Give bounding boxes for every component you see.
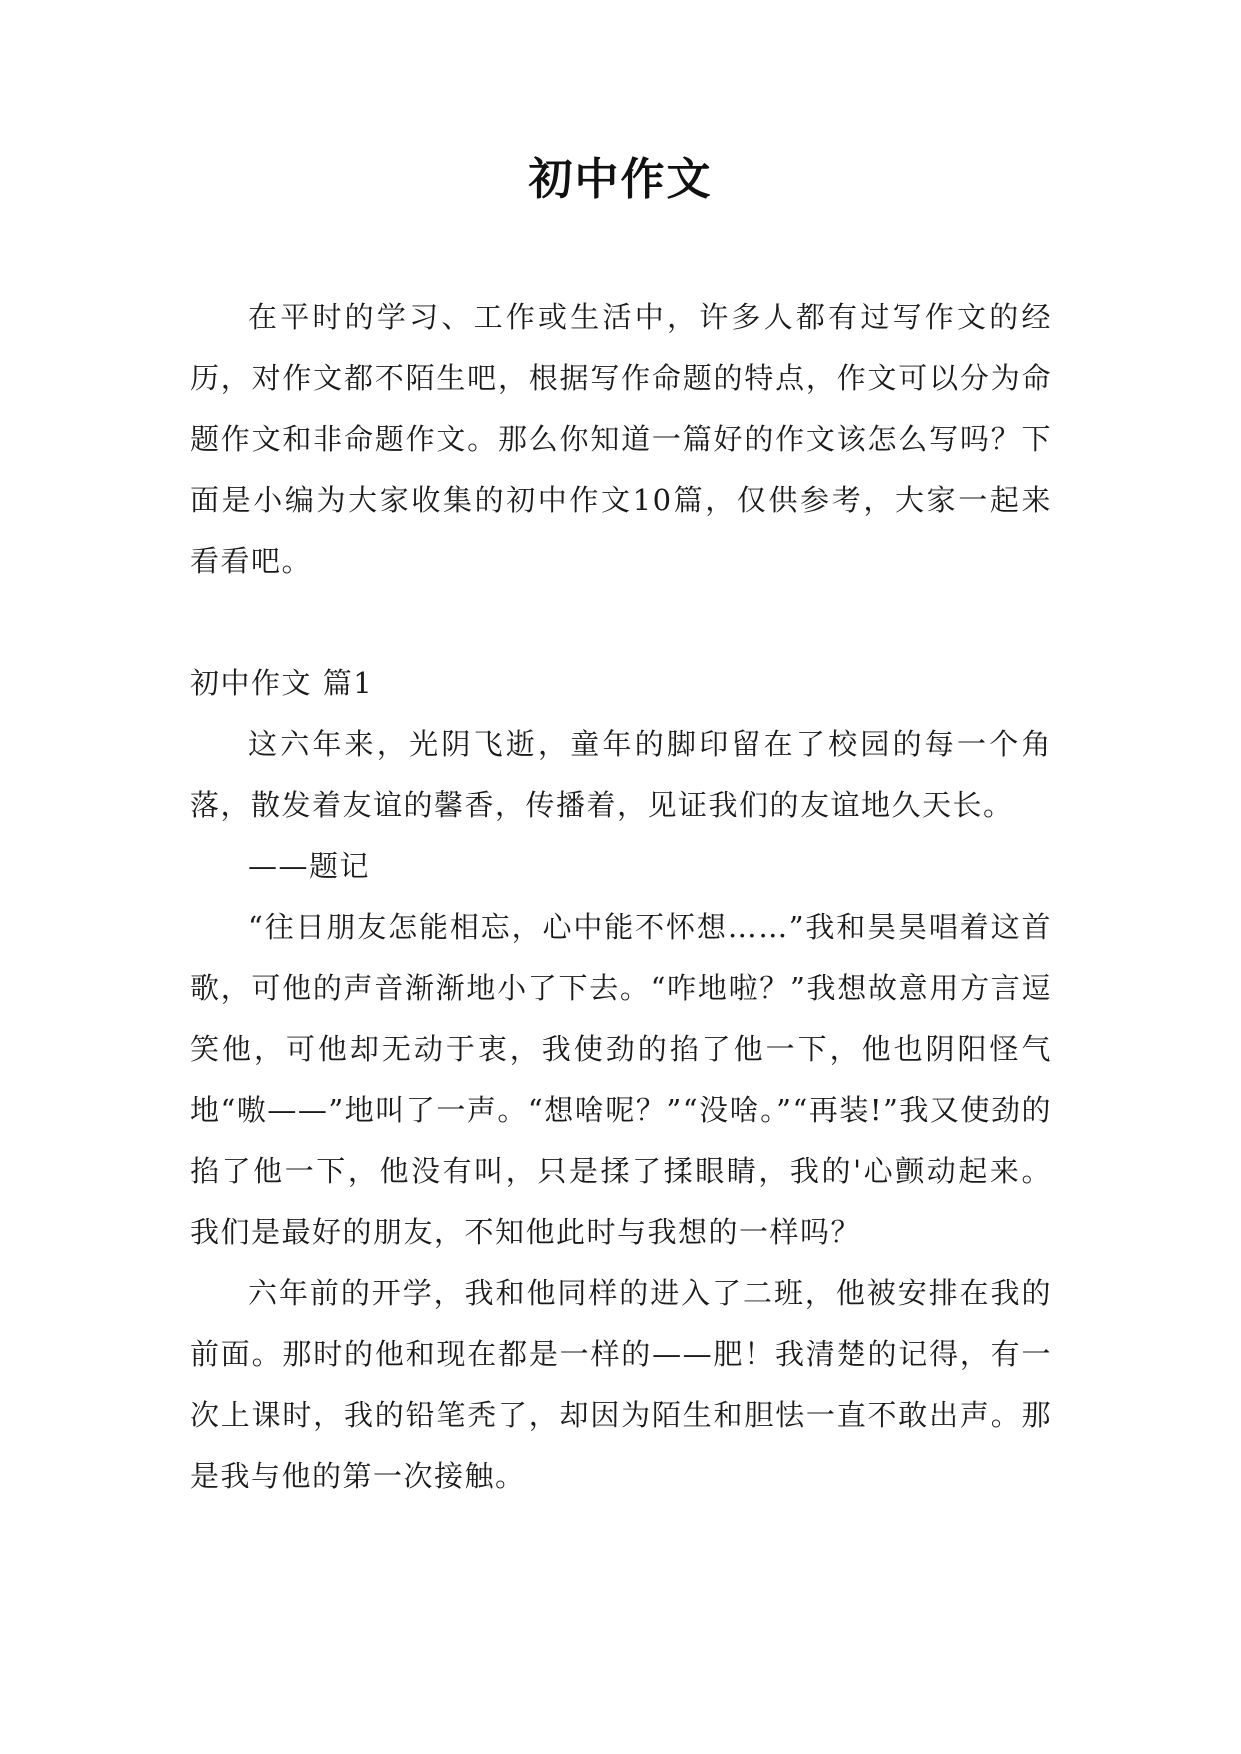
body-paragraph: 六年前的开学，我和他同样的进入了二班，他被安排在我的前面。那时的他和现在都是一样的——肥！我清楚的记得，有一次上课时，我的铅笔秃了，却因为陌生和胆怯一直不敢出声。那是我与他的第一次接触。 xyxy=(190,1276,1052,1493)
body-paragraph: “往日朋友怎能相忘，心中能不怀想……”我和昊昊唱着这首歌，可他的声音渐渐地小了下去。“咋地啦？”我想故意用方言逗笑他，可他却无动于衷，我使劲的掐了他一下，他也阴阳怪气地“嗷——”地叫了一声。“想啥呢？”“没啥。”“再装!”我又使劲的掐了他一下，他没有叫，只是揉了揉眼睛，我的'心颤动起来。我们是最好的朋友，不知他此时与我想的一样吗？ xyxy=(190,910,1052,1249)
document-body xyxy=(190,287,1052,1507)
section-heading: 初中作文 篇1 xyxy=(190,666,374,700)
intro-paragraph: 在平时的学习、工作或生活中，许多人都有过写作文的经历，对作文都不陌生吧，根据写作命题的特点，作文可以分为命题作文和非命题作文。那么你知道一篇好的作文该怎么写吗？下面是小编为大家收集的初中作文10篇，仅供参考，大家一起来看看吧。 xyxy=(190,300,1052,578)
document-title: 初中作文 xyxy=(528,154,713,205)
body-paragraph: 这六年来，光阴飞逝，童年的脚印留在了校园的每一个角落，散发着友谊的馨香，传播着，见证我们的友谊地久天长。 xyxy=(190,727,1052,822)
epigraph-attribution: ——题记 xyxy=(248,849,371,883)
